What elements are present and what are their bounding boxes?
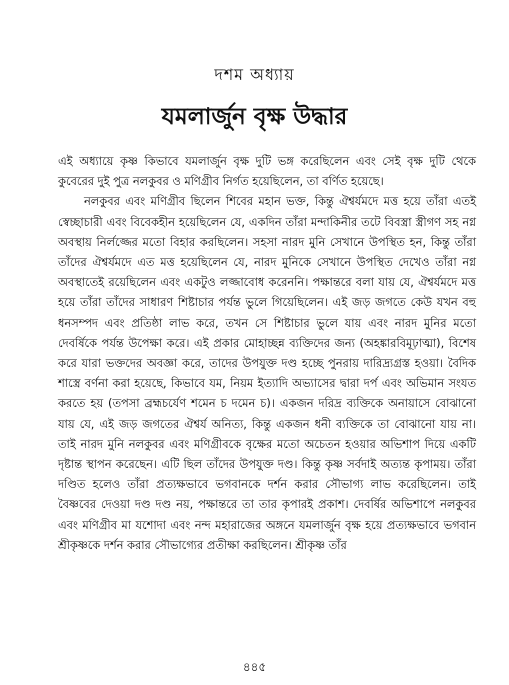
chapter-label: দশম অধ্যায়: [214, 65, 295, 84]
body-paragraph: নলকুবর এবং মণিগ্রীব ছিলেন শিবের মহান ভক্ত, কিন্তু ঐশ্বর্যমদে মত্ত হয়ে তাঁরা এতই স্বেচ্ছাচারী এবং বিবেকহীন হয়েছিলেন যে, একদিন তাঁরা মন্দাকিনীর তটে বিবস্ত্রা স্ত্রীগণ সহ নগ্ন অবস্থায় নির্লজ্জের মতো বিহার করছিলেন। সহসা নারদ মুনি সেখানে উপস্থিত হন, কিন্তু তাঁরা তাঁদের ঐশ্বর্যমদে এত মত্ত হয়েছিলেন যে, নারদ মুনিকে সেখানে উপস্থিত দেখেও তাঁরা নগ্ন অবস্থাতেই রয়েছিলেন এবং একটুও লজ্জাবোধ করেননি। পক্ষান্তরে বলা যায় যে, ঐশ্বর্যমদে মত্ত হয়ে তাঁরা তাঁদের সাধারণ শিষ্টাচার পর্যন্ত ভুলে গিয়েছিলেন। এই জড় জগতে কেউ যখন বহু ধনসম্পদ এবং প্রতিষ্ঠা লাভ করে, তখন সে শিষ্টাচার ভুলে যায় এবং নারদ মুনির মতো দেবর্ষিকে পর্যন্ত উপেক্ষা করে। এই প্রকার মোহাচ্ছন্ন ব্যক্তিদের জন্য (অহঙ্কারবিমূঢ়াত্মা), বিশেষ করে যারা ভক্তদের অবজ্ঞা করে, তাদের উপযুক্ত দণ্ড হচ্ছে পুনরায় দারিদ্র্যগ্রস্ত হওয়া। বৈদিক শাস্ত্রে বর্ণনা করা হয়েছে, কিভাবে যম, নিয়ম ইত্যাদি অভ্যাসের দ্বারা দর্প এবং অভিমান সংযত করতে হয় (তপসা ব্রহ্মচর্যেণ শমেন চ দমেন চ)। একজন দরিদ্র ব্যক্তিকে অনায়াসে বোঝানো যায় যে, এই জড় জগতের ঐশ্বর্য অনিত্য, কিন্তু একজন ধনী ব্যক্তিকে তা বোঝানো যায় না। তাই নারদ মুনি নলকুবর এবং মণিগ্রীবকে বৃক্ষের মতো অচেতন হওয়ার অভিশাপ দিয়ে একটি দৃষ্টান্ত স্থাপন করেছেন। এটি ছিল তাঁদের উপযুক্ত দণ্ড। কিন্তু কৃষ্ণ সর্বদাই অত্যন্ত কৃপাময়। তাঁরা দণ্ডিত হলেও তাঁরা প্রত্যক্ষভাবে ভগবানকে দর্শন করার সৌভাগ্য লাভ করেছিলেন। তাই বৈষ্ণবের দেওয়া দণ্ড দণ্ড নয়, পক্ষান্তরে তা তার কৃপারই প্রকাশ। দেবর্ষির অভিশাপে নলকুবর এবং মণিগ্রীব মা যশোদা এবং নন্দ মহারাজের অঙ্গনে যমলার্জুন বৃক্ষ হয়ে প্রত্যক্ষভাবে ভগবান শ্রীকৃষ্ণকে দর্শন করার সৌভাগ্যের প্রতীক্ষা করছিলেন। শ্রীকৃষ্ণ তাঁর: [58, 194, 476, 552]
chapter-title: যমলার্জুন বৃক্ষ উদ্ধার: [161, 104, 348, 130]
summary-paragraph: এই অধ্যায়ে কৃষ্ণ কিভাবে যমলার্জুন বৃক্ষ দুটি ভঙ্গ করেছিলেন এবং সেই বৃক্ষ দুটি থেকে কুবেরের দুই পুত্র নলকুবর ও মণিগ্রীব নির্গত হয়েছিলেন, তা বর্ণিত হয়েছে।: [58, 154, 476, 189]
chapter-body: [58, 151, 476, 555]
page-number: ৪৪৫: [242, 660, 267, 674]
